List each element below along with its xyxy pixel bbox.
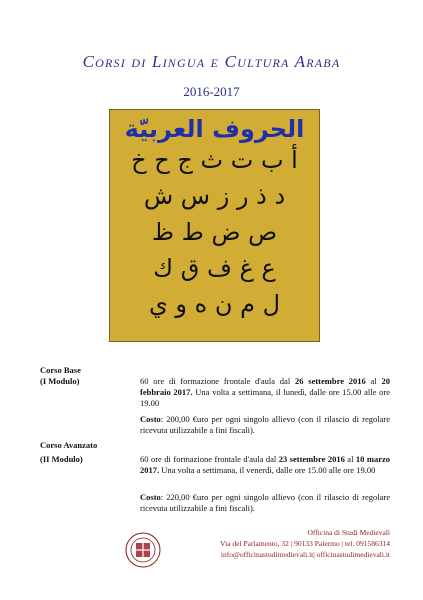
desc-text: Una volta a settimana, il venerdì, dalle ore 15.00 alle ore 19.00 xyxy=(159,465,376,475)
course-cost xyxy=(140,414,390,436)
arabic-letters-line-4: ع غ ف ق ك xyxy=(153,254,276,282)
arabic-heading: الحروف العربيّة xyxy=(124,115,305,143)
footer-address: Via del Parlamento, 32 | 90133 Palermo | tel. 091586314 xyxy=(220,539,390,548)
page-title: Corsi di Lingua e Cultura Araba xyxy=(82,52,341,71)
start-date: 23 settembre 2016 xyxy=(278,454,345,464)
course-cost xyxy=(140,492,390,514)
footer-org: Officina di Studi Medievali xyxy=(307,528,390,537)
cost-text: : 200,00 €uro per ogni singolo allievo (con il rilascio di regolare ricevuta utilizzabile a fini fiscali). xyxy=(140,414,390,435)
arabic-letters-line-5: ل م ن ه و ي xyxy=(148,290,280,318)
academic-year: 2016-2017 xyxy=(183,84,240,99)
officina-logo-icon xyxy=(124,528,162,572)
course-description xyxy=(140,454,390,476)
desc-text: al xyxy=(344,454,356,464)
course-name: Corso Base xyxy=(40,365,81,375)
cost-text: : 220,00 €uro per ogni singolo allievo (con il rilascio di regolare ricevuta utilizzabile a fini fiscali). xyxy=(140,492,390,513)
desc-text: al xyxy=(365,376,382,386)
end-date: 10 marzo 2017. xyxy=(140,454,391,475)
arabic-letters-line-3: ص ض ط ظ xyxy=(151,218,278,246)
arabic-alphabet-panel xyxy=(109,109,320,342)
arabic-letters-line-2: د ذ ر ز س ش xyxy=(143,182,286,210)
course-module: (I Modulo) xyxy=(40,376,80,386)
desc-text: 60 ore di formazione frontale d'aula dal xyxy=(140,454,279,464)
footer-links: info@officinastudimedievali.it| officinastudimedievali.it xyxy=(220,550,390,559)
footer-contact xyxy=(172,527,390,560)
cost-label: Costo xyxy=(140,492,161,502)
desc-text: 60 ore di formazione frontale d'aula dal xyxy=(140,376,295,386)
cost-label: Costo xyxy=(140,414,161,424)
course-name: Corso Avanzato xyxy=(40,440,98,450)
desc-text: Una volta a settimana, il lunedì, dalle ore 15.00 alle ore 19.00 xyxy=(140,387,390,408)
course-module: (II Modulo) xyxy=(40,454,83,464)
course-description xyxy=(140,376,390,409)
start-date: 26 settembre 2016 xyxy=(294,376,366,386)
end-date: 20 febbraio 2017. xyxy=(140,376,391,397)
arabic-letters-line-1: أ ب ت ث ج ح خ xyxy=(131,146,298,174)
